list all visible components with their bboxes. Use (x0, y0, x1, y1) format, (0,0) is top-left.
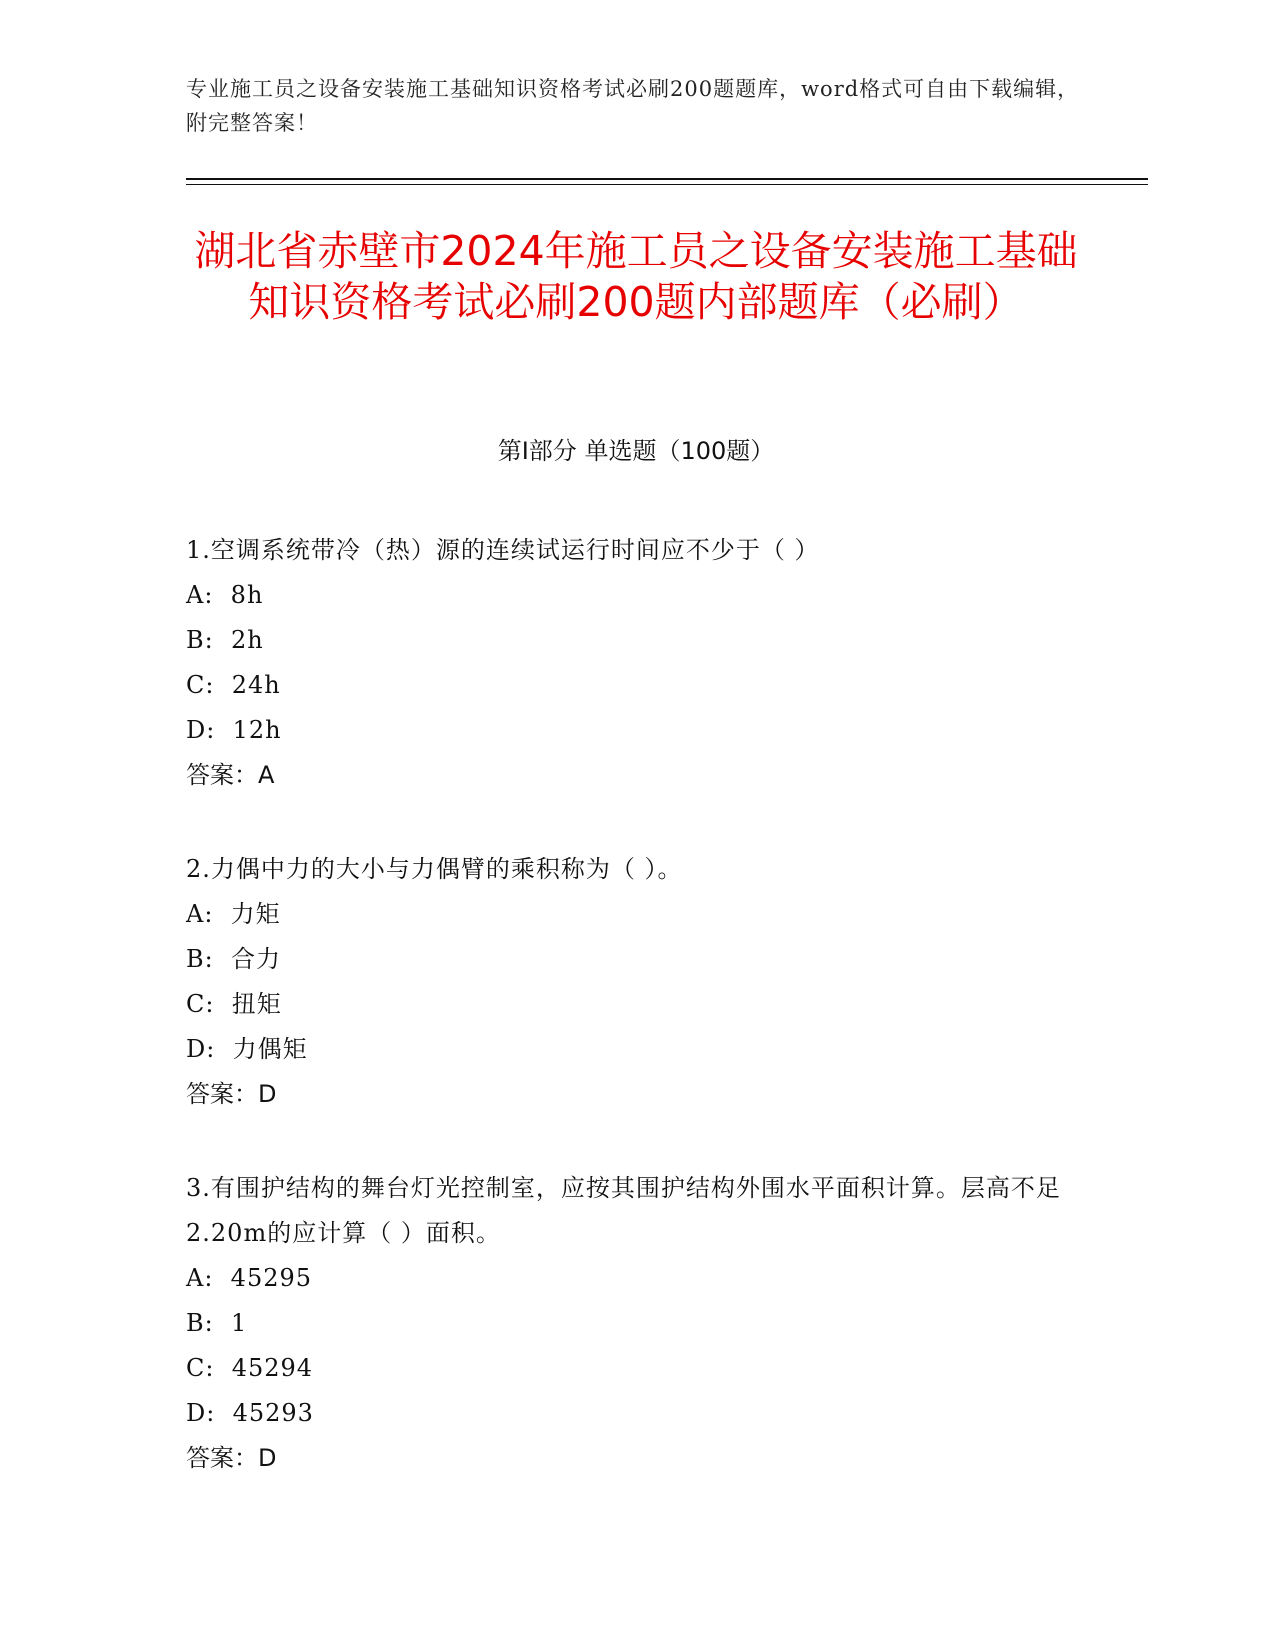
question-stem: 1.空调系统带冷（热）源的连续试运行时间应不少于（ ） (186, 536, 820, 564)
option-c: C: 扭矩 (186, 990, 282, 1018)
question-stem: 3.有围护结构的舞台灯光控制室，应按其围护结构外围水平面积计算。层高不足2.20m的应计算（ ）面积。 (186, 1174, 1061, 1247)
option-a: A: 力矩 (186, 900, 281, 928)
section-heading: 第I部分 单选题（100题） (497, 437, 775, 465)
header-rule-thick (186, 178, 1148, 180)
option-d: D: 12h (186, 716, 282, 744)
document-title: 湖北省赤壁市2024年施工员之设备安装施工基础知识资格考试必刷200题内部题库（必刷） (194, 227, 1078, 326)
option-d: D: 45293 (186, 1399, 314, 1427)
answer-line: 答案：D (186, 1444, 277, 1472)
header-rule-thin (186, 184, 1148, 185)
option-c: C: 45294 (186, 1354, 314, 1382)
option-b: B: 2h (186, 626, 264, 654)
option-a: A: 45295 (186, 1264, 313, 1292)
answer-line: 答案：D (186, 1080, 277, 1108)
option-c: C: 24h (186, 671, 281, 699)
question-stem: 2.力偶中力的大小与力偶臂的乘积称为（ ）。 (186, 855, 683, 883)
answer-line: 答案：A (186, 761, 275, 789)
question-2 (186, 847, 1086, 1117)
header-note: 专业施工员之设备安装施工基础知识资格考试必刷200题题库，word格式可自由下载编辑，附完整答案！ (186, 77, 1080, 135)
option-b: B: 1 (186, 1309, 248, 1337)
option-b: B: 合力 (186, 945, 281, 973)
option-a: A: 8h (186, 581, 264, 609)
question-3 (186, 1166, 1086, 1481)
question-1 (186, 528, 1086, 798)
option-d: D: 力偶矩 (186, 1035, 308, 1063)
